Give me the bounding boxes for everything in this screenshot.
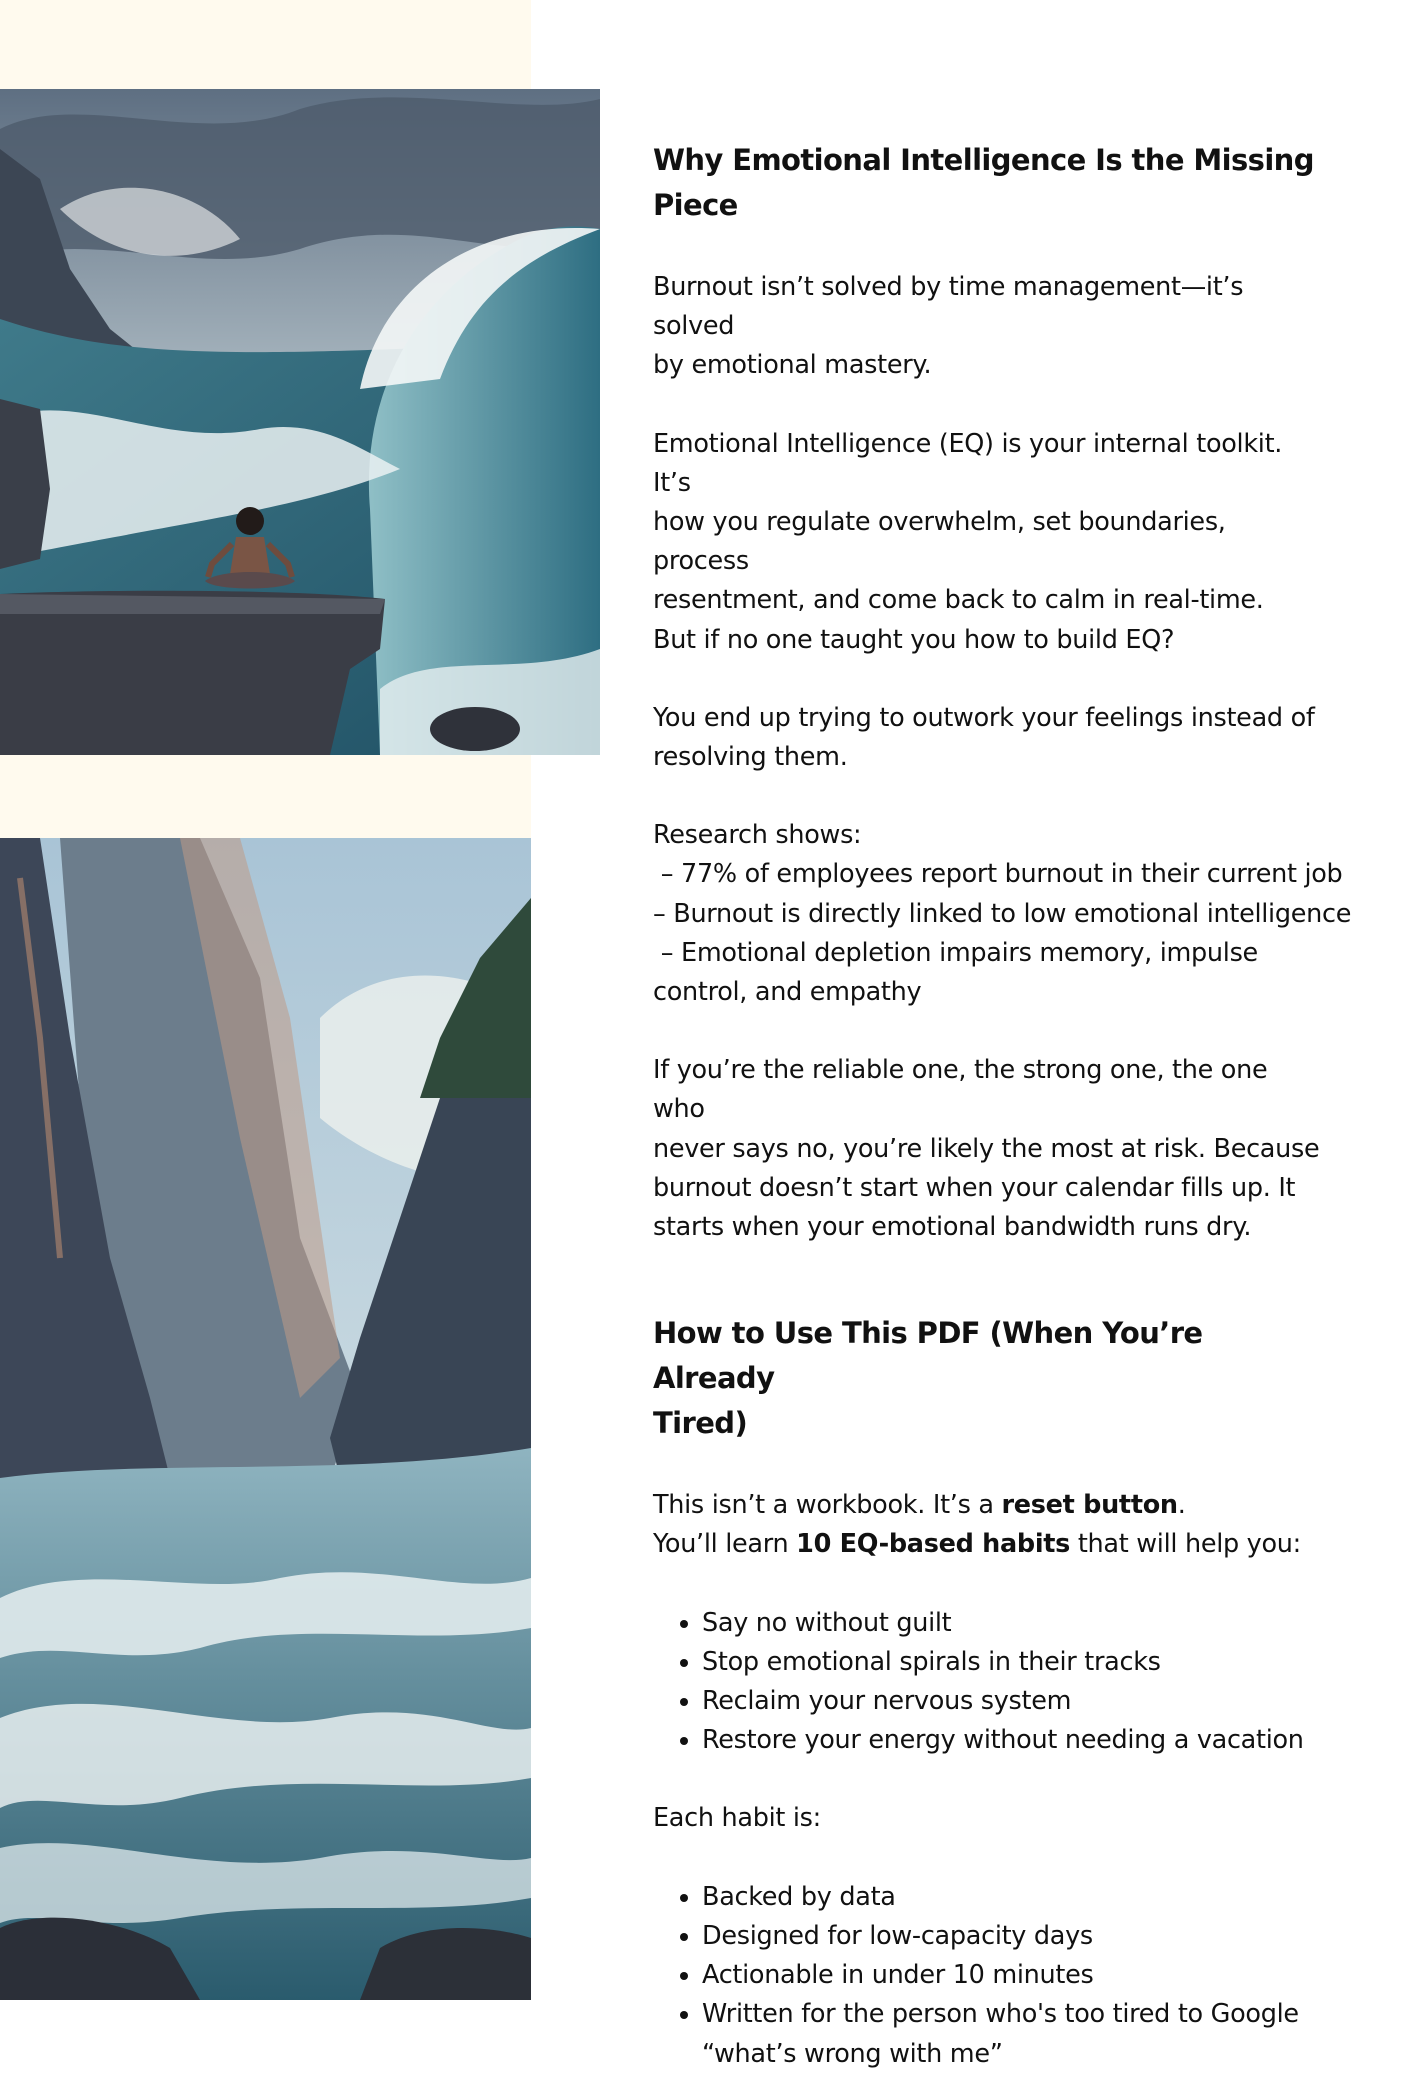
section-heading-how-to-use [653, 1311, 1323, 1446]
list-item: • Say no without guilt [702, 1604, 1323, 1643]
text-line: Written for the person who's too tired to Google [702, 1999, 1299, 2030]
paragraph-eq-toolkit [653, 425, 1323, 660]
text-fragment: You’ll learn [653, 1529, 797, 1560]
list-item: • Reclaim your nervous system [702, 1682, 1323, 1721]
text-line: Burnout isn’t solved by time management—it’s solved [653, 272, 1244, 342]
text-line: “what’s wrong with me” [702, 2038, 1003, 2069]
list-item [702, 1995, 1323, 2073]
text-line: how you regulate overwhelm, set boundaries, process [653, 507, 1226, 577]
text-line: never says no, you’re likely the most at risk. Because [653, 1133, 1320, 1164]
article-body [653, 138, 1352, 2074]
paragraph-burnout [653, 268, 1323, 386]
text-line: control, and empathy [653, 977, 922, 1008]
paragraph-outwork [653, 699, 1323, 777]
text-line: starts when your emotional bandwidth runs dry. [653, 1212, 1252, 1243]
habit-traits-list [653, 1878, 1323, 2074]
bold-habits-count: 10 EQ-based habits [796, 1529, 1071, 1560]
text-line: – 77% of employees report burnout in their current job [653, 859, 1343, 890]
text-fragment: This isn’t a workbook. It’s a [653, 1490, 1002, 1521]
text-line: If you’re the reliable one, the strong one, the one who [653, 1055, 1268, 1125]
wave-meditation-illustration [0, 89, 600, 755]
heading-line: Tired) [653, 1406, 748, 1441]
text-line: – Burnout is directly linked to low emotional intelligence [653, 898, 1352, 929]
text-line: resolving them. [653, 742, 848, 773]
text-line: by emotional mastery. [653, 350, 932, 381]
text-fragment: that will help you: [1070, 1529, 1301, 1560]
list-item: • Designed for low-capacity days [702, 1917, 1323, 1956]
bold-reset-button: reset button [1001, 1490, 1178, 1521]
list-item: • Actionable in under 10 minutes [702, 1956, 1323, 1995]
paragraph-intro [653, 1486, 1323, 1564]
text-line: – Emotional depletion impairs memory, impulse [653, 937, 1258, 968]
text-line: resentment, and come back to calm in real-time. [653, 585, 1264, 616]
text-line: Emotional Intelligence (EQ) is your internal toolkit. It’s [653, 428, 1283, 498]
text-line: But if no one taught you how to build EQ? [653, 624, 1175, 655]
sea-cliffs-illustration [0, 838, 531, 2000]
list-item: • Stop emotional spirals in their tracks [702, 1643, 1323, 1682]
paragraph-each-habit: Each habit is: [653, 1803, 821, 1834]
benefits-list [653, 1604, 1323, 1761]
text-fragment: . [1177, 1490, 1186, 1521]
text-line: You end up trying to outwork your feelings instead of [653, 702, 1315, 733]
heading-line: How to Use This PDF (When You’re Already [653, 1316, 1203, 1396]
paragraph-research [653, 816, 1352, 1012]
section-heading-why-eq: Why Emotional Intelligence Is the Missing Piece [653, 143, 1314, 222]
list-item: • Backed by data [702, 1878, 1323, 1917]
text-line: burnout doesn’t start when your calendar fills up. It [653, 1172, 1296, 1203]
paragraph-reliable-one [653, 1051, 1323, 1247]
list-item: • Restore your energy without needing a vacation [702, 1721, 1323, 1760]
text-line: Research shows: [653, 820, 862, 851]
